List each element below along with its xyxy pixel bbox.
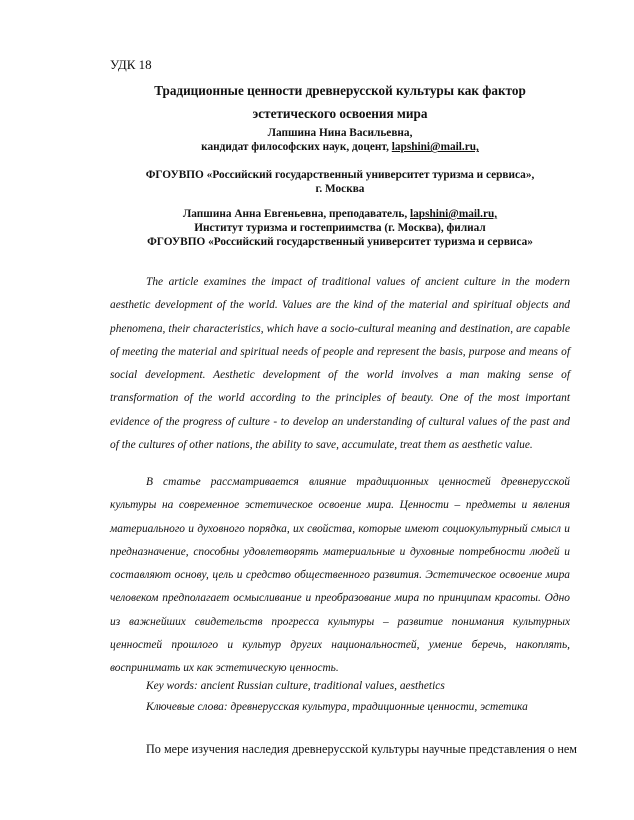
- paper-title: [110, 79, 570, 125]
- author-2-block: [110, 207, 570, 250]
- abstract-russian: В статье рассматривается влияние традиционных ценностей древнерусской культуры на современное эстетическое освоение мира. Ценности – предметы и явления материального и духовного порядка, их свойства, которые имеют социокультурный смысл и предназначение, способны удовлетворять материальные и духовные потребности людей и составляют основу, цель и средство общественного развития. Эстетическое освоение мира человеком предполагает осмысливание и преобразование мира по принципам красоты. Одно из важнейших свидетельств прогресса культуры – развитие понимания культурных ценностей прошлого и культур других национальностей, умение беречь, накоплять, воспринимать их как эстетическую ценность.: [110, 476, 570, 675]
- author-2-email-link[interactable]: lapshini@mail.ru,: [410, 208, 498, 220]
- udc-code: УДК 18: [110, 57, 152, 72]
- author-1-position: кандидат философских наук, доцент,: [201, 141, 389, 154]
- author-2-name-position: Лапшина Анна Евгеньевна, преподаватель,: [182, 208, 408, 220]
- abstract-english: The article examines the impact of traditional values of ancient culture in the modern aesthetic development of the world. Values are the kind of the material and spiritual objects and phenomena, their characteristics, which have a socio-cultural meaning and destination, are capable of meeting the material and spiritual needs of people and represent the basis, purpose and means of social development. Aesthetic development of the world involves a man making sense of transformation of the world according to the principles of beauty. One of the most important evidence of the progress of culture - to develop an understanding of cultural values of the past and of the cultures of other nations, the ability to save, accumulate, treat them as aesthetic value.: [110, 276, 570, 452]
- title-line-1: Традиционные ценности древнерусской культуры как фактор: [154, 83, 526, 98]
- author-1-email-link[interactable]: lapshini@mail.ru,: [391, 141, 479, 154]
- title-line-2: эстетического освоения мира: [252, 106, 428, 121]
- author-1-block: [110, 126, 570, 154]
- keywords-english: Key words: ancient Russian culture, traditional values, aesthetics: [146, 680, 445, 692]
- author-2-institute: Институт туризма и гостеприимства (г. Москва), филиал: [194, 222, 486, 235]
- author-2-org: ФГОУВПО «Российский государственный университет туризма и сервиса»: [147, 236, 533, 249]
- keywords-russian: Ключевые слова: древнерусская культура, традиционные ценности, эстетика: [146, 701, 528, 713]
- affiliation-1-city: г. Москва: [315, 183, 365, 196]
- body-paragraph-first-line: По мере изучения наследия древнерусской культуры научные представления о нем: [146, 742, 577, 756]
- author-1-name: Лапшина Нина Васильевна,: [267, 127, 413, 139]
- affiliation-1-org: ФГОУВПО «Российский государственный университет туризма и сервиса»,: [145, 169, 535, 181]
- affiliation-1-block: [110, 168, 570, 196]
